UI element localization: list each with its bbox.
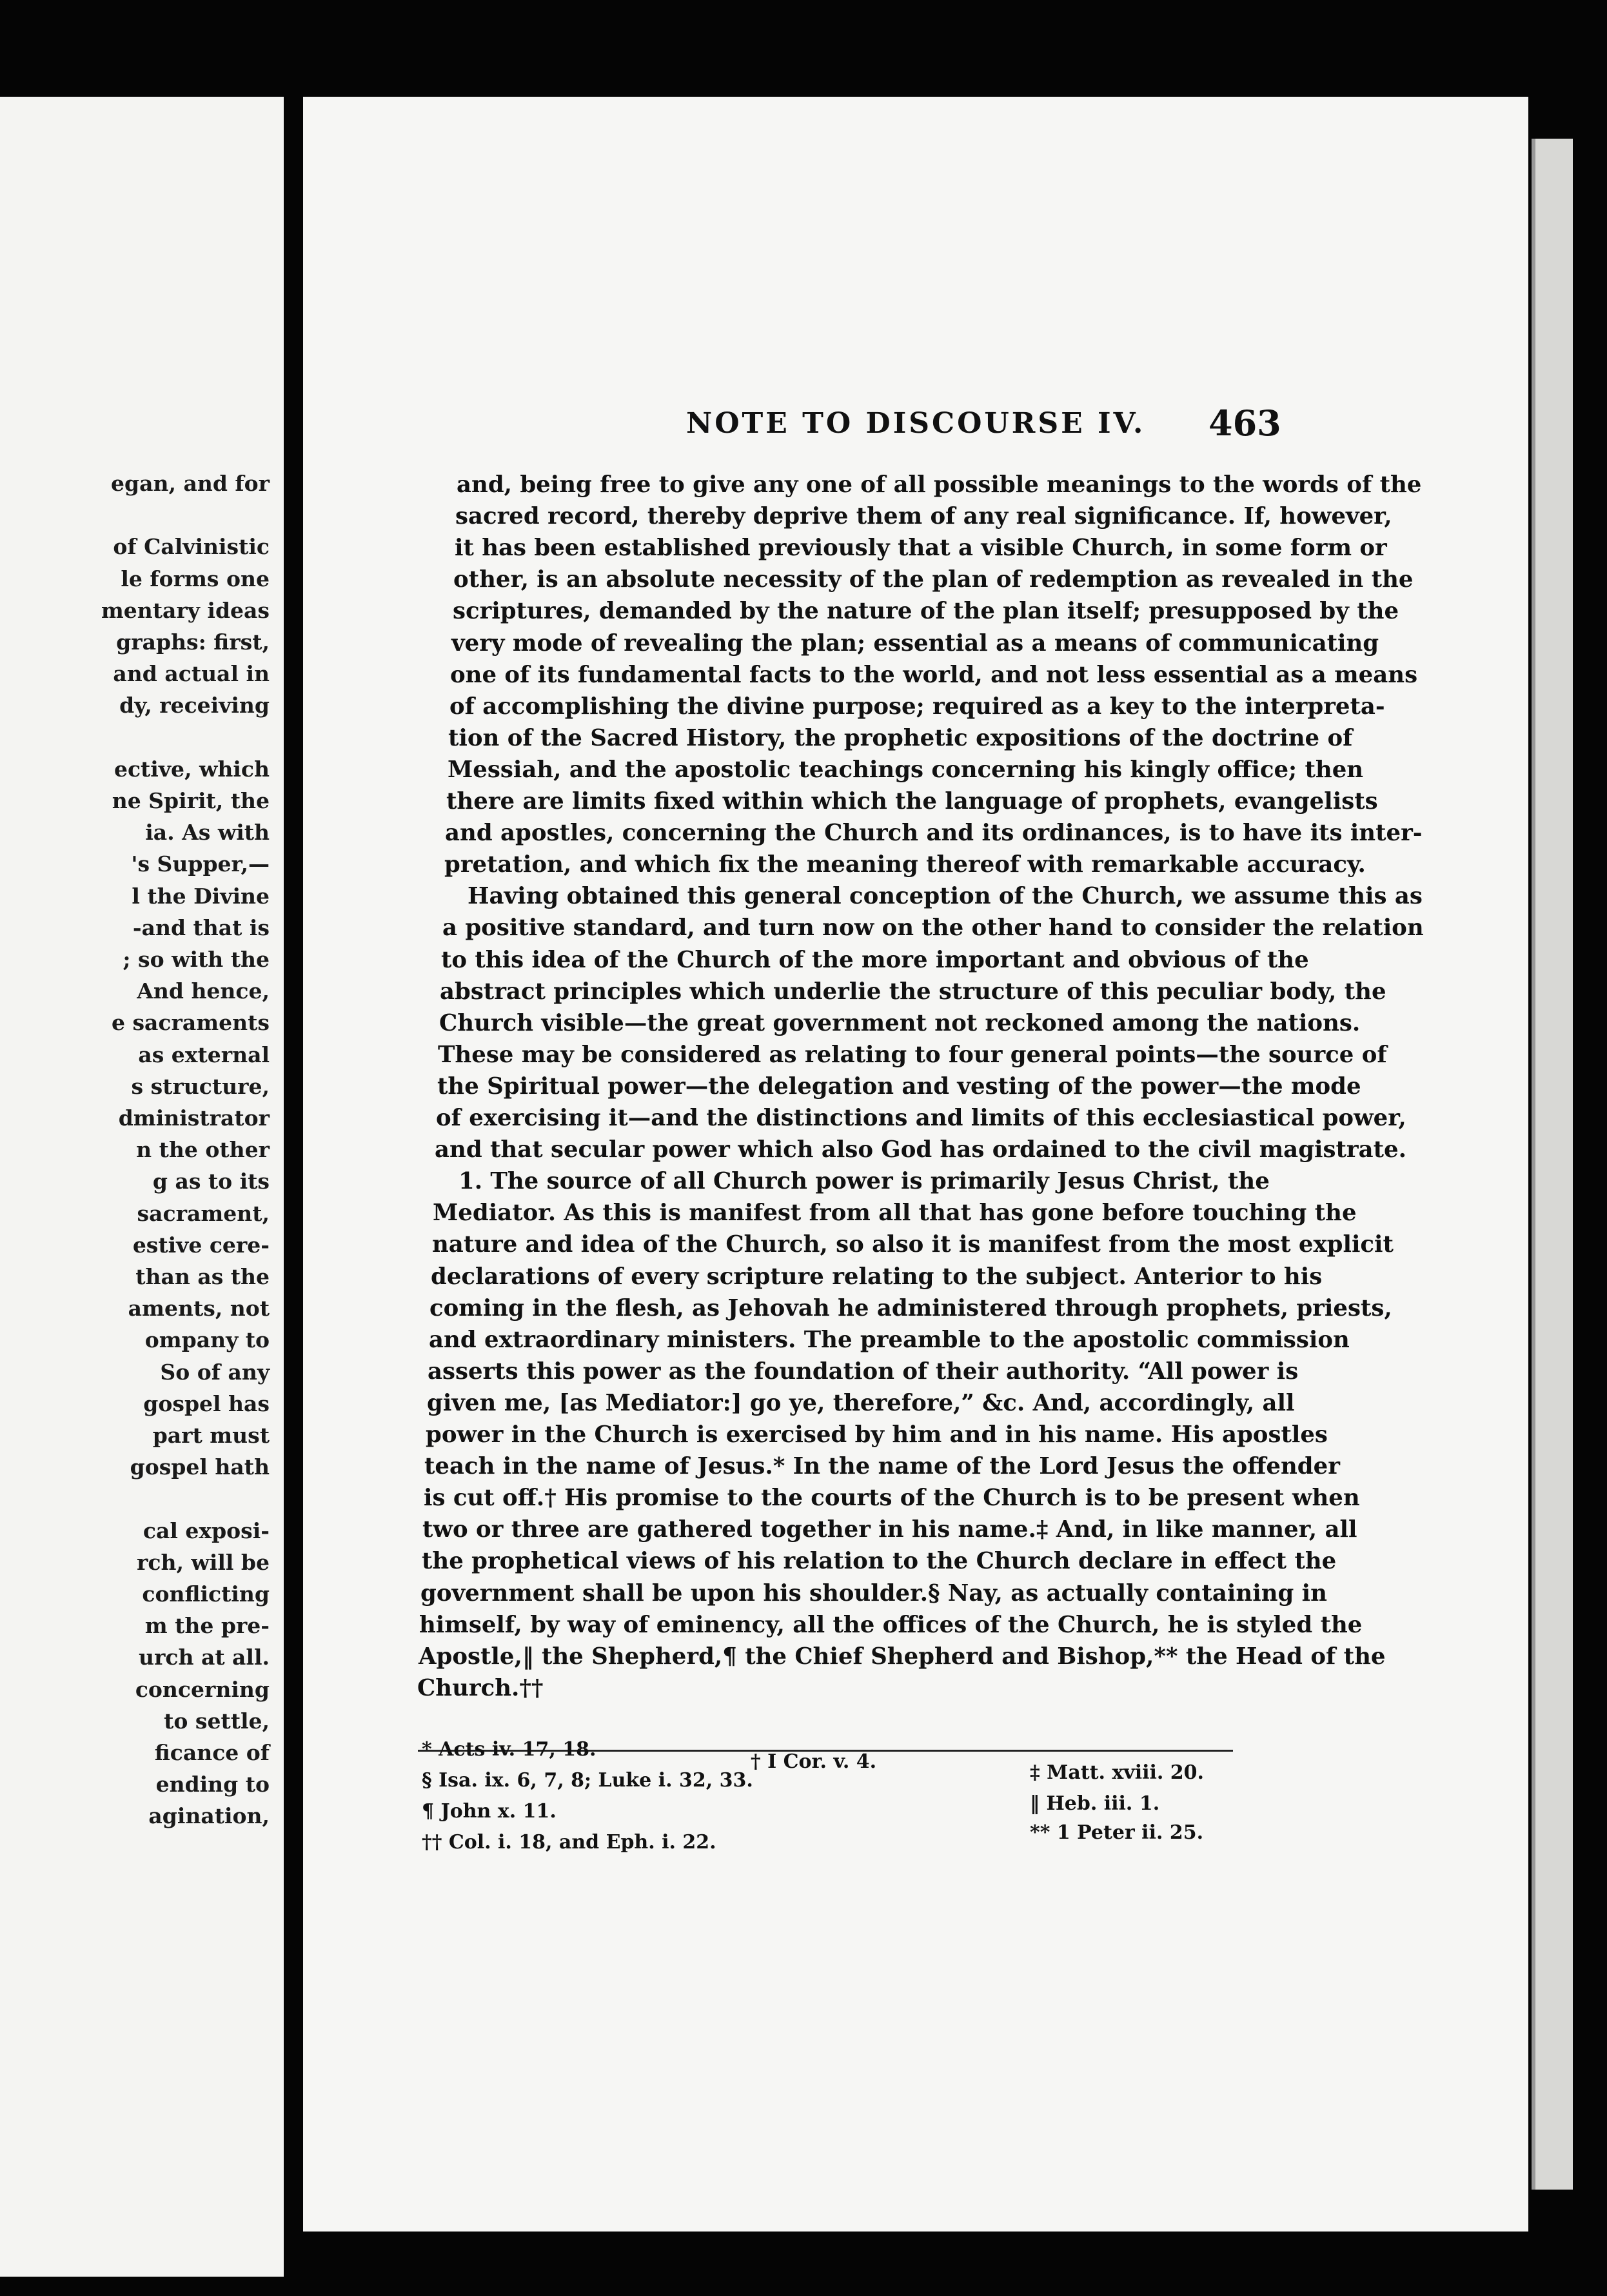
- body-line: abstract principles which underlie the structure of this peculiar body, the: [440, 978, 1386, 1005]
- left-page-line: of Calvinistic: [113, 534, 270, 560]
- body-line: and extraordinary ministers. The preamble to the apostolic commission: [429, 1326, 1350, 1353]
- footnote: ** 1 Peter ii. 25.: [1030, 1821, 1204, 1844]
- left-page-line: 's Supper,—: [131, 851, 270, 877]
- left-page-line: ending to: [155, 1772, 270, 1797]
- body-line: a positive standard, and turn now on the other hand to consider the relation: [442, 915, 1424, 942]
- left-page-line: le forms one: [121, 566, 270, 591]
- left-page-fragment: [0, 97, 284, 2277]
- footnote: § Isa. ix. 6, 7, 8; Luke i. 32, 33.: [422, 1769, 753, 1792]
- left-page-line: ficance of: [154, 1740, 270, 1765]
- left-page-line: rch, will be: [136, 1549, 270, 1575]
- body-line: to this idea of the Church of the more important and obvious of the: [441, 946, 1309, 973]
- left-page-line: part must: [152, 1423, 270, 1448]
- left-page-line: ; so with the: [123, 947, 270, 972]
- page-number: 463: [1208, 402, 1281, 444]
- left-page-line: and actual in: [113, 661, 270, 687]
- left-page-line: So of any: [160, 1359, 270, 1385]
- body-line: Messiah, and the apostolic teachings concerning his kingly office; then: [448, 756, 1364, 783]
- body-line: 1. The source of all Church power is primarily Jesus Christ, the: [458, 1168, 1270, 1195]
- left-page-line: conflicting: [142, 1581, 270, 1607]
- body-line: is cut off.† His promise to the courts of the Church is to be present when: [424, 1485, 1360, 1512]
- body-line: of exercising it—and the distinctions and limits of this ecclesiastical power,: [436, 1105, 1406, 1131]
- body-line: the Spiritual power—the delegation and vesting of the power—the mode: [437, 1073, 1361, 1100]
- body-line: Apostle,‖ the Shepherd,¶ the Chief Shepherd and Bishop,** the Head of the: [419, 1643, 1386, 1670]
- left-page-line: ompany to: [144, 1327, 270, 1353]
- footnote: †† Col. i. 18, and Eph. i. 22.: [422, 1831, 716, 1854]
- left-page-line: -and that is: [132, 915, 270, 940]
- left-page-line: estive cere-: [132, 1232, 270, 1258]
- body-line: Church.††: [417, 1674, 544, 1701]
- left-page-line: to settle,: [164, 1708, 270, 1734]
- body-line: given me, [as Mediator:] go ye, therefore,” &c. And, accordingly, all: [427, 1389, 1295, 1416]
- left-page-line: m the pre-: [144, 1613, 270, 1639]
- left-page-line: than as the: [135, 1264, 270, 1289]
- body-line: These may be considered as relating to four general points—the source of: [438, 1041, 1387, 1068]
- left-page-line: egan, and for: [111, 471, 270, 496]
- body-line: it has been established previously that a visible Church, in some form or: [455, 535, 1387, 562]
- footnote: ‖ Heb. iii. 1.: [1030, 1792, 1160, 1815]
- body-line: pretation, and which fix the meaning thereof with remarkable accuracy.: [444, 851, 1366, 878]
- body-line: of accomplishing the divine purpose; required as a key to the interpreta-: [449, 693, 1385, 720]
- body-line: power in the Church is exercised by him and in his name. His apostles: [426, 1421, 1328, 1448]
- body-line: two or three are gathered together in his name.‡ And, in like manner, all: [422, 1516, 1357, 1543]
- footnote: * Acts iv. 17, 18.: [422, 1738, 596, 1761]
- body-line: scriptures, demanded by the nature of the plan itself; presupposed by the: [453, 598, 1399, 625]
- body-line: very mode of revealing the plan; essential as a means of communicating: [451, 629, 1379, 657]
- body-line: and, being free to give any one of all possible meanings to the words of the: [457, 471, 1422, 498]
- body-line: tion of the Sacred History, the prophetic expositions of the doctrine of: [448, 724, 1353, 751]
- body-line: and apostles, concerning the Church and its ordinances, is to have its inter-: [445, 820, 1423, 847]
- footnote: ¶ John x. 11.: [422, 1800, 557, 1823]
- body-line: and that secular power which also God has ordained to the civil magistrate.: [435, 1136, 1406, 1163]
- left-page-line: aments, not: [128, 1296, 270, 1321]
- body-line: sacred record, thereby deprive them of any real significance. If, however,: [455, 503, 1392, 530]
- footnote: † I Cor. v. 4.: [751, 1750, 877, 1773]
- left-page-line: l the Divine: [132, 883, 270, 909]
- running-header: NOTE TO DISCOURSE IV.: [686, 407, 1146, 440]
- body-line: coming in the flesh, as Jehovah he administered through prophets, priests,: [429, 1294, 1392, 1321]
- left-page-line: agination,: [148, 1803, 270, 1829]
- left-page-line: urch at all.: [138, 1645, 270, 1670]
- left-page-line: And hence,: [137, 978, 270, 1004]
- page-edge: [1532, 139, 1573, 2190]
- body-line: Mediator. As this is manifest from all that has gone before touching the: [433, 1200, 1357, 1227]
- left-page-line: n the other: [136, 1137, 270, 1163]
- left-page-line: s structure,: [131, 1073, 270, 1099]
- left-page-line: gospel hath: [130, 1454, 270, 1480]
- body-line: teach in the name of Jesus.* In the name of the Lord Jesus the offender: [424, 1453, 1340, 1480]
- left-page-line: as external: [138, 1042, 270, 1067]
- body-line: declarations of every scripture relating to the subject. Anterior to his: [431, 1263, 1323, 1290]
- left-page-line: concerning: [135, 1676, 270, 1702]
- left-page-line: sacrament,: [137, 1200, 270, 1226]
- left-page-line: ne Spirit, the: [112, 788, 270, 813]
- body-line: other, is an absolute necessity of the plan of redemption as revealed in the: [453, 566, 1414, 593]
- left-page-line: cal exposi-: [143, 1518, 270, 1543]
- left-page-line: graphs: first,: [116, 629, 270, 655]
- left-page-line: gospel has: [143, 1390, 270, 1416]
- body-line: himself, by way of eminency, all the offices of the Church, he is styled the: [419, 1611, 1363, 1638]
- body-line: one of its fundamental facts to the world, and not less essential as a means: [450, 661, 1418, 688]
- body-line: Having obtained this general conception of the Church, we assume this as: [468, 883, 1423, 910]
- left-page-line: mentary ideas: [101, 597, 270, 623]
- footnote: ‡ Matt. xviii. 20.: [1030, 1761, 1204, 1784]
- body-line: the prophetical views of his relation to the Church declare in effect the: [422, 1548, 1337, 1575]
- left-page-line: ia. As with: [145, 820, 270, 846]
- body-line: there are limits fixed within which the language of prophets, evangelists: [446, 788, 1378, 815]
- left-page-line: e sacraments: [111, 1010, 270, 1036]
- body-line: asserts this power as the foundation of their authority. “All power is: [428, 1358, 1299, 1385]
- left-page-line: dministrator: [118, 1105, 270, 1131]
- body-line: Church visible—the great government not reckoned among the nations.: [439, 1009, 1361, 1036]
- left-page-line: ective, which: [113, 756, 270, 782]
- body-line: government shall be upon his shoulder.§ Nay, as actually containing in: [420, 1579, 1327, 1607]
- left-page-line: dy, receiving: [119, 693, 270, 718]
- body-line: nature and idea of the Church, so also it is manifest from the most explicit: [432, 1231, 1394, 1258]
- left-page-line: g as to its: [152, 1169, 270, 1194]
